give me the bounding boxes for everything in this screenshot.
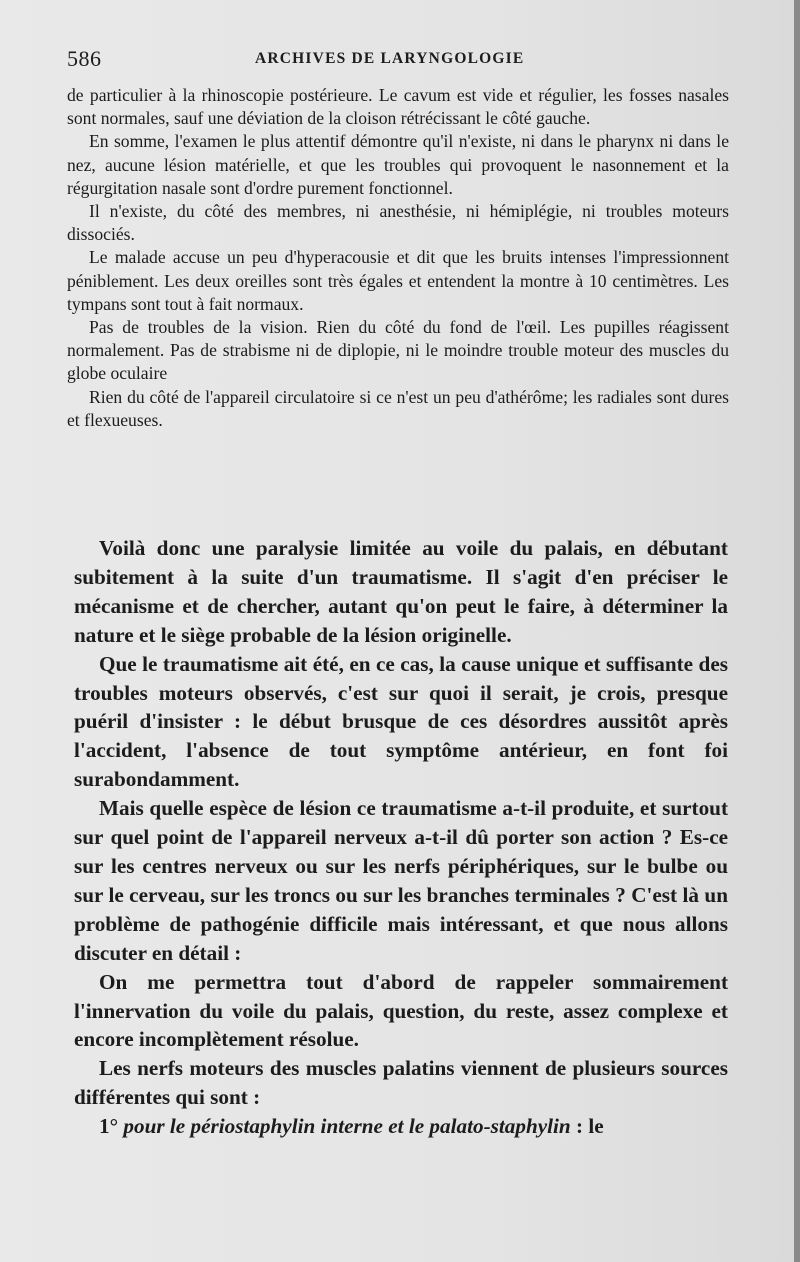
paragraph: Il n'existe, du côté des membres, ni anesthésie, ni hémiplégie, ni troubles moteurs dissociés. (67, 201, 729, 245)
list-number: 1° (99, 1114, 119, 1139)
paragraph: Pas de troubles de la vision. Rien du côté du fond de l'œil. Les pupilles réagissent normalement. Pas de strabisme ni de diplopie, ni le moindre trouble moteur des muscles du globe oculaire (67, 317, 729, 384)
paragraph: Le malade accuse un peu d'hyperacousie et dit que les bruits intenses l'impressionnent péniblement. Les deux oreilles sont très égales et entendent la montre à 10 centimètres. Les tympans sont tout à fait normaux. (67, 247, 729, 314)
page-header (67, 44, 727, 76)
paragraph: On me permettra tout d'abord de rappeler sommairement l'innervation du voile du palais, question, du reste, assez complexe et encore incomplètement résolue. (74, 969, 728, 1052)
list-item (74, 1112, 728, 1141)
paragraph: En somme, l'examen le plus attentif démontre qu'il n'existe, ni dans le pharynx ni dans le nez, aucune lésion matérielle, et que les troubles qui provoquent le nasonnement et la régurgitation nasale sont d'ordre purement fonctionnel. (67, 131, 729, 198)
running-head: ARCHIVES DE LARYNGOLOGIE (255, 50, 525, 67)
paragraph: Rien du côté de l'appareil circulatoire si ce n'est un peu d'athérôme; les radiales sont dures et flexueuses. (67, 386, 729, 430)
page-number: 586 (67, 46, 102, 71)
observation-text (67, 84, 729, 432)
text-fragment: : le (576, 1114, 604, 1139)
paragraph: Que le traumatisme ait été, en ce cas, la cause unique et suffisante des troubles moteurs observés, c'est sur quoi il serait, je crois, presque puéril d'insister : le début brusque de ces désordres aussitôt après l'accident, l'absence de tout symptôme antérieur, en font foi surabondamment. (74, 651, 728, 792)
paragraph: Mais quelle espèce de lésion ce traumatisme a-t-il produite, et surtout sur quel point de l'appareil nerveux a-t-il dû porter son action ? Es-ce sur les centres nerveux ou sur les nerfs périphériques, sur le bulbe ou sur le cerveau, sur les troncs ou sur les branches terminales ? C'est là un problème de pathogénie difficile mais intéressant, et que nous allons discuter en détail : (74, 796, 728, 965)
page-edge-shadow (794, 0, 800, 1262)
paragraph: de particulier à la rhinoscopie postérieure. Le cavum est vide et régulier, les fosses nasales sont normales, sauf une déviation de la cloison rétrécissant le côté gauche. (67, 85, 729, 129)
italic-text: pour le périostaphylin interne et le palato-staphylin (123, 1114, 571, 1139)
discussion-text (74, 534, 728, 1141)
paragraph: Voilà donc une paralysie limitée au voile du palais, en débutant subitement à la suite d'un traumatisme. Il s'agit d'en préciser le mécanisme et de chercher, autant qu'on peut le faire, à déterminer la nature et le siège probable de la lésion originelle. (74, 536, 728, 647)
paragraph: Les nerfs moteurs des muscles palatins viennent de plusieurs sources différentes qui sont : (74, 1056, 728, 1110)
